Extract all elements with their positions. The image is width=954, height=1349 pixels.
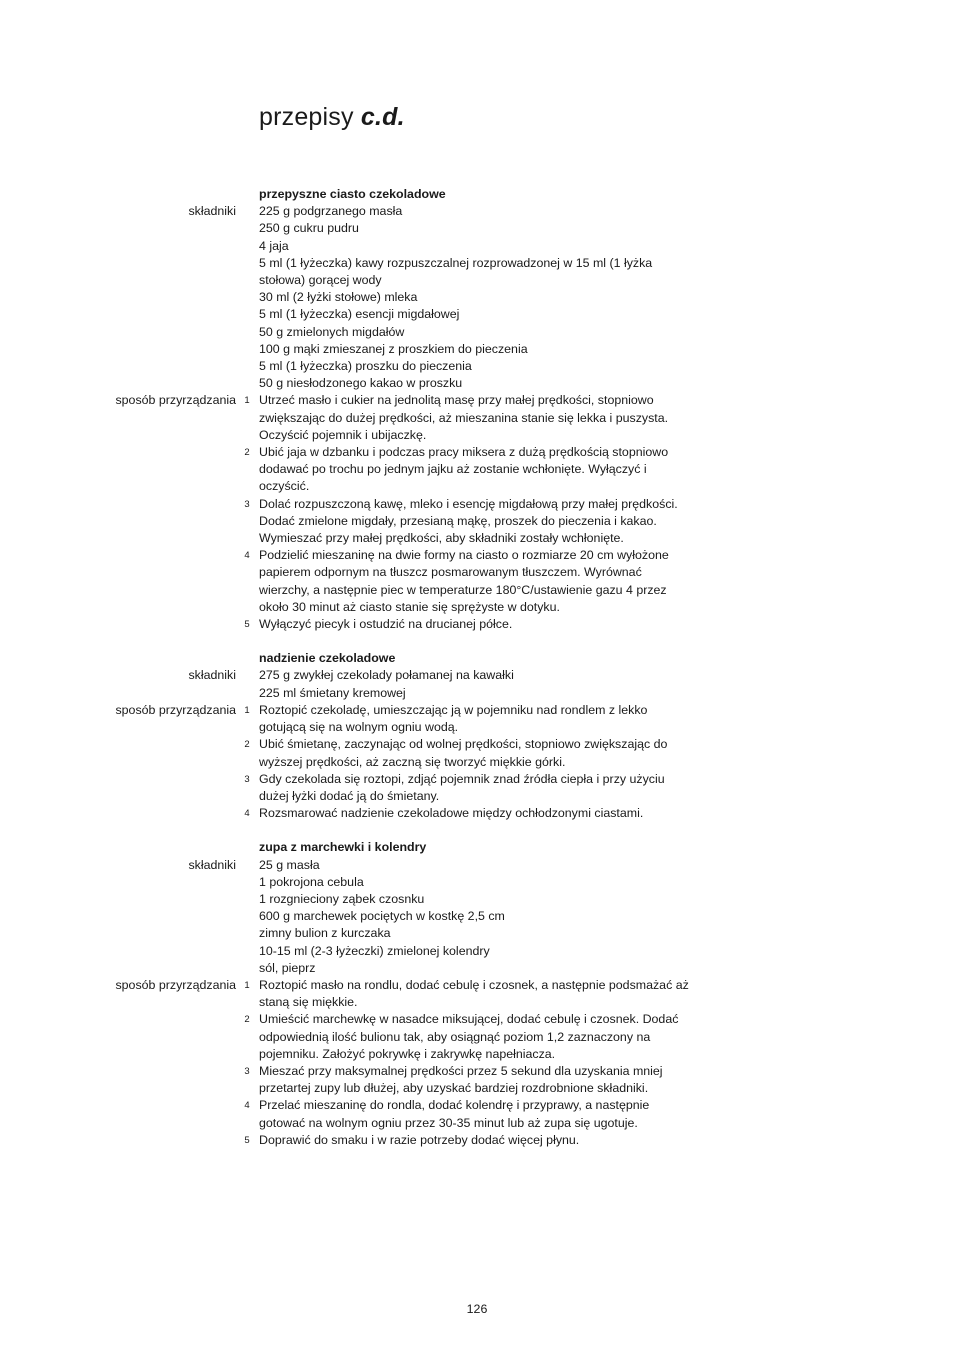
recipe-row	[0, 203, 954, 220]
recipe-row	[0, 736, 954, 770]
recipe-row	[0, 702, 954, 736]
recipe-row	[0, 771, 954, 805]
recipe-section	[0, 650, 954, 822]
ingredient-item: 225 ml śmietany kremowej	[259, 685, 406, 700]
recipe-row	[0, 255, 954, 289]
recipe-row	[0, 358, 954, 375]
row-label-spacer	[0, 186, 236, 203]
recipe-row	[0, 891, 954, 908]
recipe-row	[0, 960, 954, 977]
recipe-row	[0, 857, 954, 874]
step-text: Ubić jaja w dzbanku i podczas pracy miksera z dużą prędkością stopniowo dodawać po trochu po jednym jajku aż zostanie wchłonięte. Wyłączyć i oczyścić.	[259, 445, 669, 494]
recipe-title: zupa z marchewki i kolendry	[259, 840, 427, 855]
row-num-spacer	[236, 186, 259, 203]
recipe-row	[0, 943, 954, 960]
step-text: Roztopić czekoladę, umieszczając ją w pojemniku nad rondlem z lekko gotującą się na wolnym ogniu wodą.	[259, 702, 648, 735]
step-number: 1	[244, 395, 250, 407]
recipe-row	[0, 908, 954, 925]
recipe-row	[0, 1011, 954, 1063]
step-number: 2	[244, 739, 250, 751]
recipe-row	[0, 324, 954, 341]
ingredient-item: 225 g podgrzanego masła	[259, 204, 403, 219]
step-number: 5	[244, 1134, 250, 1146]
ingredient-item: 50 g zmielonych migdałów	[259, 324, 405, 339]
recipe-row	[0, 667, 954, 684]
row-num-spacer	[236, 220, 259, 237]
row-label-spacer	[0, 444, 236, 496]
recipe-row	[0, 805, 954, 822]
ingredients-label: składniki	[188, 204, 236, 219]
ingredient-item: 250 g cukru pudru	[259, 221, 359, 236]
recipe-row	[0, 375, 954, 392]
row-num-spacer	[236, 857, 259, 874]
step-text: Rozsmarować nadzienie czekoladowe między ochłodzonymi ciastami.	[259, 806, 644, 821]
row-num-spacer	[236, 203, 259, 220]
ingredients-label: składniki	[188, 668, 236, 683]
row-label-spacer	[0, 375, 236, 392]
step-text: Roztopić masło na rondlu, dodać cebulę i czosnek, a następnie podsmażać aż staną się miękkie.	[259, 977, 689, 1010]
step-text: Umieścić marchewkę w nasadce miksującej, dodać cebulę i czosnek. Dodać odpowiednią ilość bulionu tak, aby osiągnąć poziom 1,2 zaznaczony na pojemniku. Założyć pokrywkę i zakrywkę napełniacza.	[259, 1012, 679, 1061]
recipe-row	[0, 306, 954, 323]
row-label-spacer	[0, 1097, 236, 1131]
row-label-spacer	[0, 891, 236, 908]
step-text: Mieszać przy maksymalnej prędkości przez 5 sekund dla uzyskania mniej przetartej zupy lub dłużej, aby uzyskać bardziej rozdrobnione składniki.	[259, 1063, 663, 1096]
row-label-spacer	[0, 943, 236, 960]
recipe-row	[0, 650, 954, 667]
ingredient-item: 100 g mąki zmieszanej z proszkiem do pieczenia	[259, 341, 528, 356]
recipes-content	[0, 186, 954, 1166]
row-label-spacer	[0, 358, 236, 375]
step-number: 3	[244, 1065, 250, 1077]
step-text: Przelać mieszaninę do rondla, dodać kolendrę i przyprawy, a następnie gotować na wolnym ogniu przez 30-35 minut lub aż zupa się ugotuje.	[259, 1098, 650, 1130]
ingredient-item: 5 ml (1 łyżeczka) proszku do pieczenia	[259, 359, 472, 374]
step-text: Podzielić mieszaninę na dwie formy na ciasto o rozmiarze 20 cm wyłożone papierem odpornym na tłuszcz posmarowanym tłuszczem. Wyrównać wierzchy, a następnie piec w temperaturze 180°C/ustawienie gazu 4 przez około 30 minut aż ciasto stanie się sprężyste w dotyku.	[259, 548, 669, 614]
row-label-spacer	[0, 220, 236, 237]
recipe-row	[0, 547, 954, 616]
row-label-spacer	[0, 1011, 236, 1063]
step-number: 1	[244, 704, 250, 716]
ingredient-item: 5 ml (1 łyżeczka) kawy rozpuszczalnej rozprowadzonej w 15 ml (1 łyżka stołowa) gorącej wody	[259, 255, 653, 288]
row-label-spacer	[0, 908, 236, 925]
row-num-spacer	[236, 289, 259, 306]
recipe-row	[0, 444, 954, 496]
row-label-spacer	[0, 839, 236, 856]
recipe-title: nadzienie czekoladowe	[259, 651, 396, 666]
row-num-spacer	[236, 306, 259, 323]
recipe-row	[0, 685, 954, 702]
recipe-row	[0, 220, 954, 237]
ingredient-item: 1 rozgnieciony ząbek czosnku	[259, 891, 425, 906]
method-label: sposób przyrządzania	[115, 977, 236, 992]
row-label-spacer	[0, 547, 236, 616]
row-num-spacer	[236, 341, 259, 358]
ingredient-item: sól, pieprz	[259, 960, 316, 975]
page-title-plain: przepisy	[259, 102, 361, 131]
row-label-spacer	[0, 771, 236, 805]
page-number: 126	[466, 1302, 488, 1316]
row-label-spacer	[0, 255, 236, 289]
ingredient-item: 30 ml (2 łyżki stołowe) mleka	[259, 290, 418, 305]
row-num-spacer	[236, 358, 259, 375]
row-label-spacer	[0, 1063, 236, 1097]
step-number: 4	[244, 550, 250, 562]
row-label-spacer	[0, 341, 236, 358]
row-num-spacer	[236, 874, 259, 891]
recipe-row	[0, 1132, 954, 1149]
method-label: sposób przyrządzania	[115, 702, 236, 717]
row-label-spacer	[0, 650, 236, 667]
row-num-spacer	[236, 908, 259, 925]
row-num-spacer	[236, 925, 259, 942]
recipe-row	[0, 392, 954, 444]
step-number: 2	[244, 1014, 250, 1026]
step-text: Ubić śmietanę, zaczynając od wolnej prędkości, stopniowo zwiększając do wyższej prędkości, aż zaczną się tworzyć miękkie górki.	[259, 737, 668, 769]
step-number: 3	[244, 498, 250, 510]
ingredient-item: 10-15 ml (2-3 łyżeczki) zmielonej kolendry	[259, 943, 490, 958]
ingredient-item: 275 g zwykłej czekolady połamanej na kawałki	[259, 668, 514, 683]
recipe-row	[0, 874, 954, 891]
row-num-spacer	[236, 255, 259, 289]
ingredient-item: 5 ml (1 łyżeczka) esencji migdałowej	[259, 307, 460, 322]
step-number: 5	[244, 619, 250, 631]
row-label-spacer	[0, 874, 236, 891]
step-number: 4	[244, 1100, 250, 1112]
recipe-row	[0, 238, 954, 255]
ingredient-item: 1 pokrojona cebula	[259, 874, 364, 889]
recipe-row	[0, 289, 954, 306]
recipe-row	[0, 496, 954, 548]
recipe-row	[0, 341, 954, 358]
row-label-spacer	[0, 289, 236, 306]
recipe-row	[0, 616, 954, 633]
row-label-spacer	[0, 306, 236, 323]
recipe-row	[0, 839, 954, 856]
row-label-spacer	[0, 238, 236, 255]
row-num-spacer	[236, 238, 259, 255]
recipe-row	[0, 1063, 954, 1097]
ingredient-item: 600 g marchewek pociętych w kostkę 2,5 cm	[259, 909, 505, 924]
row-num-spacer	[236, 891, 259, 908]
row-label-spacer	[0, 805, 236, 822]
ingredient-item: zimny bulion z kurczaka	[259, 926, 391, 941]
step-text: Dolać rozpuszczoną kawę, mleko i esencję migdałową przy małej prędkości. Dodać zmielone migdały, przesianą mąkę, proszek do pieczenia i kakao. Wymieszać przy małej prędkości, aby składniki zostały wchłonięte.	[259, 496, 678, 546]
step-text: Gdy czekolada się roztopi, zdjąć pojemnik znad źródła ciepła i przy użyciu dużej łyżki dodać ją do śmietany.	[259, 771, 665, 803]
recipe-row	[0, 1097, 954, 1131]
ingredient-item: 25 g masła	[259, 857, 320, 872]
recipe-row	[0, 977, 954, 1011]
ingredient-item: 4 jaja	[259, 238, 289, 253]
step-text: Utrzeć masło i cukier na jednolitą masę przy małej prędkości, stopniowo zwiększając do dużej prędkości, aż mieszanina stanie się lekka i puszysta. Oczyścić pojemnik i ubijaczkę.	[259, 393, 669, 442]
row-num-spacer	[236, 943, 259, 960]
row-label-spacer	[0, 1132, 236, 1149]
recipe-section	[0, 186, 954, 633]
row-label-spacer	[0, 685, 236, 702]
row-num-spacer	[236, 839, 259, 856]
row-num-spacer	[236, 375, 259, 392]
ingredient-item: 50 g niesłodzonego kakao w proszku	[259, 376, 463, 391]
row-num-spacer	[236, 324, 259, 341]
step-number: 3	[244, 773, 250, 785]
recipe-title: przepyszne ciasto czekoladowe	[259, 187, 446, 201]
ingredients-label: składniki	[188, 857, 236, 872]
recipe-row	[0, 186, 954, 203]
row-label-spacer	[0, 616, 236, 633]
recipe-section	[0, 839, 954, 1149]
row-label-spacer	[0, 496, 236, 548]
row-num-spacer	[236, 667, 259, 684]
step-text: Doprawić do smaku i w razie potrzeby dodać więcej płynu.	[259, 1132, 580, 1147]
step-number: 1	[244, 979, 250, 991]
row-label-spacer	[0, 960, 236, 977]
page-title-emphasis: c.d.	[360, 102, 405, 131]
row-label-spacer	[0, 736, 236, 770]
row-label-spacer	[0, 324, 236, 341]
method-label: sposób przyrządzania	[115, 393, 236, 408]
recipe-row	[0, 925, 954, 942]
page-title	[259, 103, 405, 132]
row-num-spacer	[236, 960, 259, 977]
row-num-spacer	[236, 685, 259, 702]
row-label-spacer	[0, 925, 236, 942]
row-num-spacer	[236, 650, 259, 667]
step-number: 2	[244, 447, 250, 459]
step-text: Wyłączyć piecyk i ostudzić na drucianej półce.	[259, 617, 513, 632]
step-number: 4	[244, 808, 250, 820]
